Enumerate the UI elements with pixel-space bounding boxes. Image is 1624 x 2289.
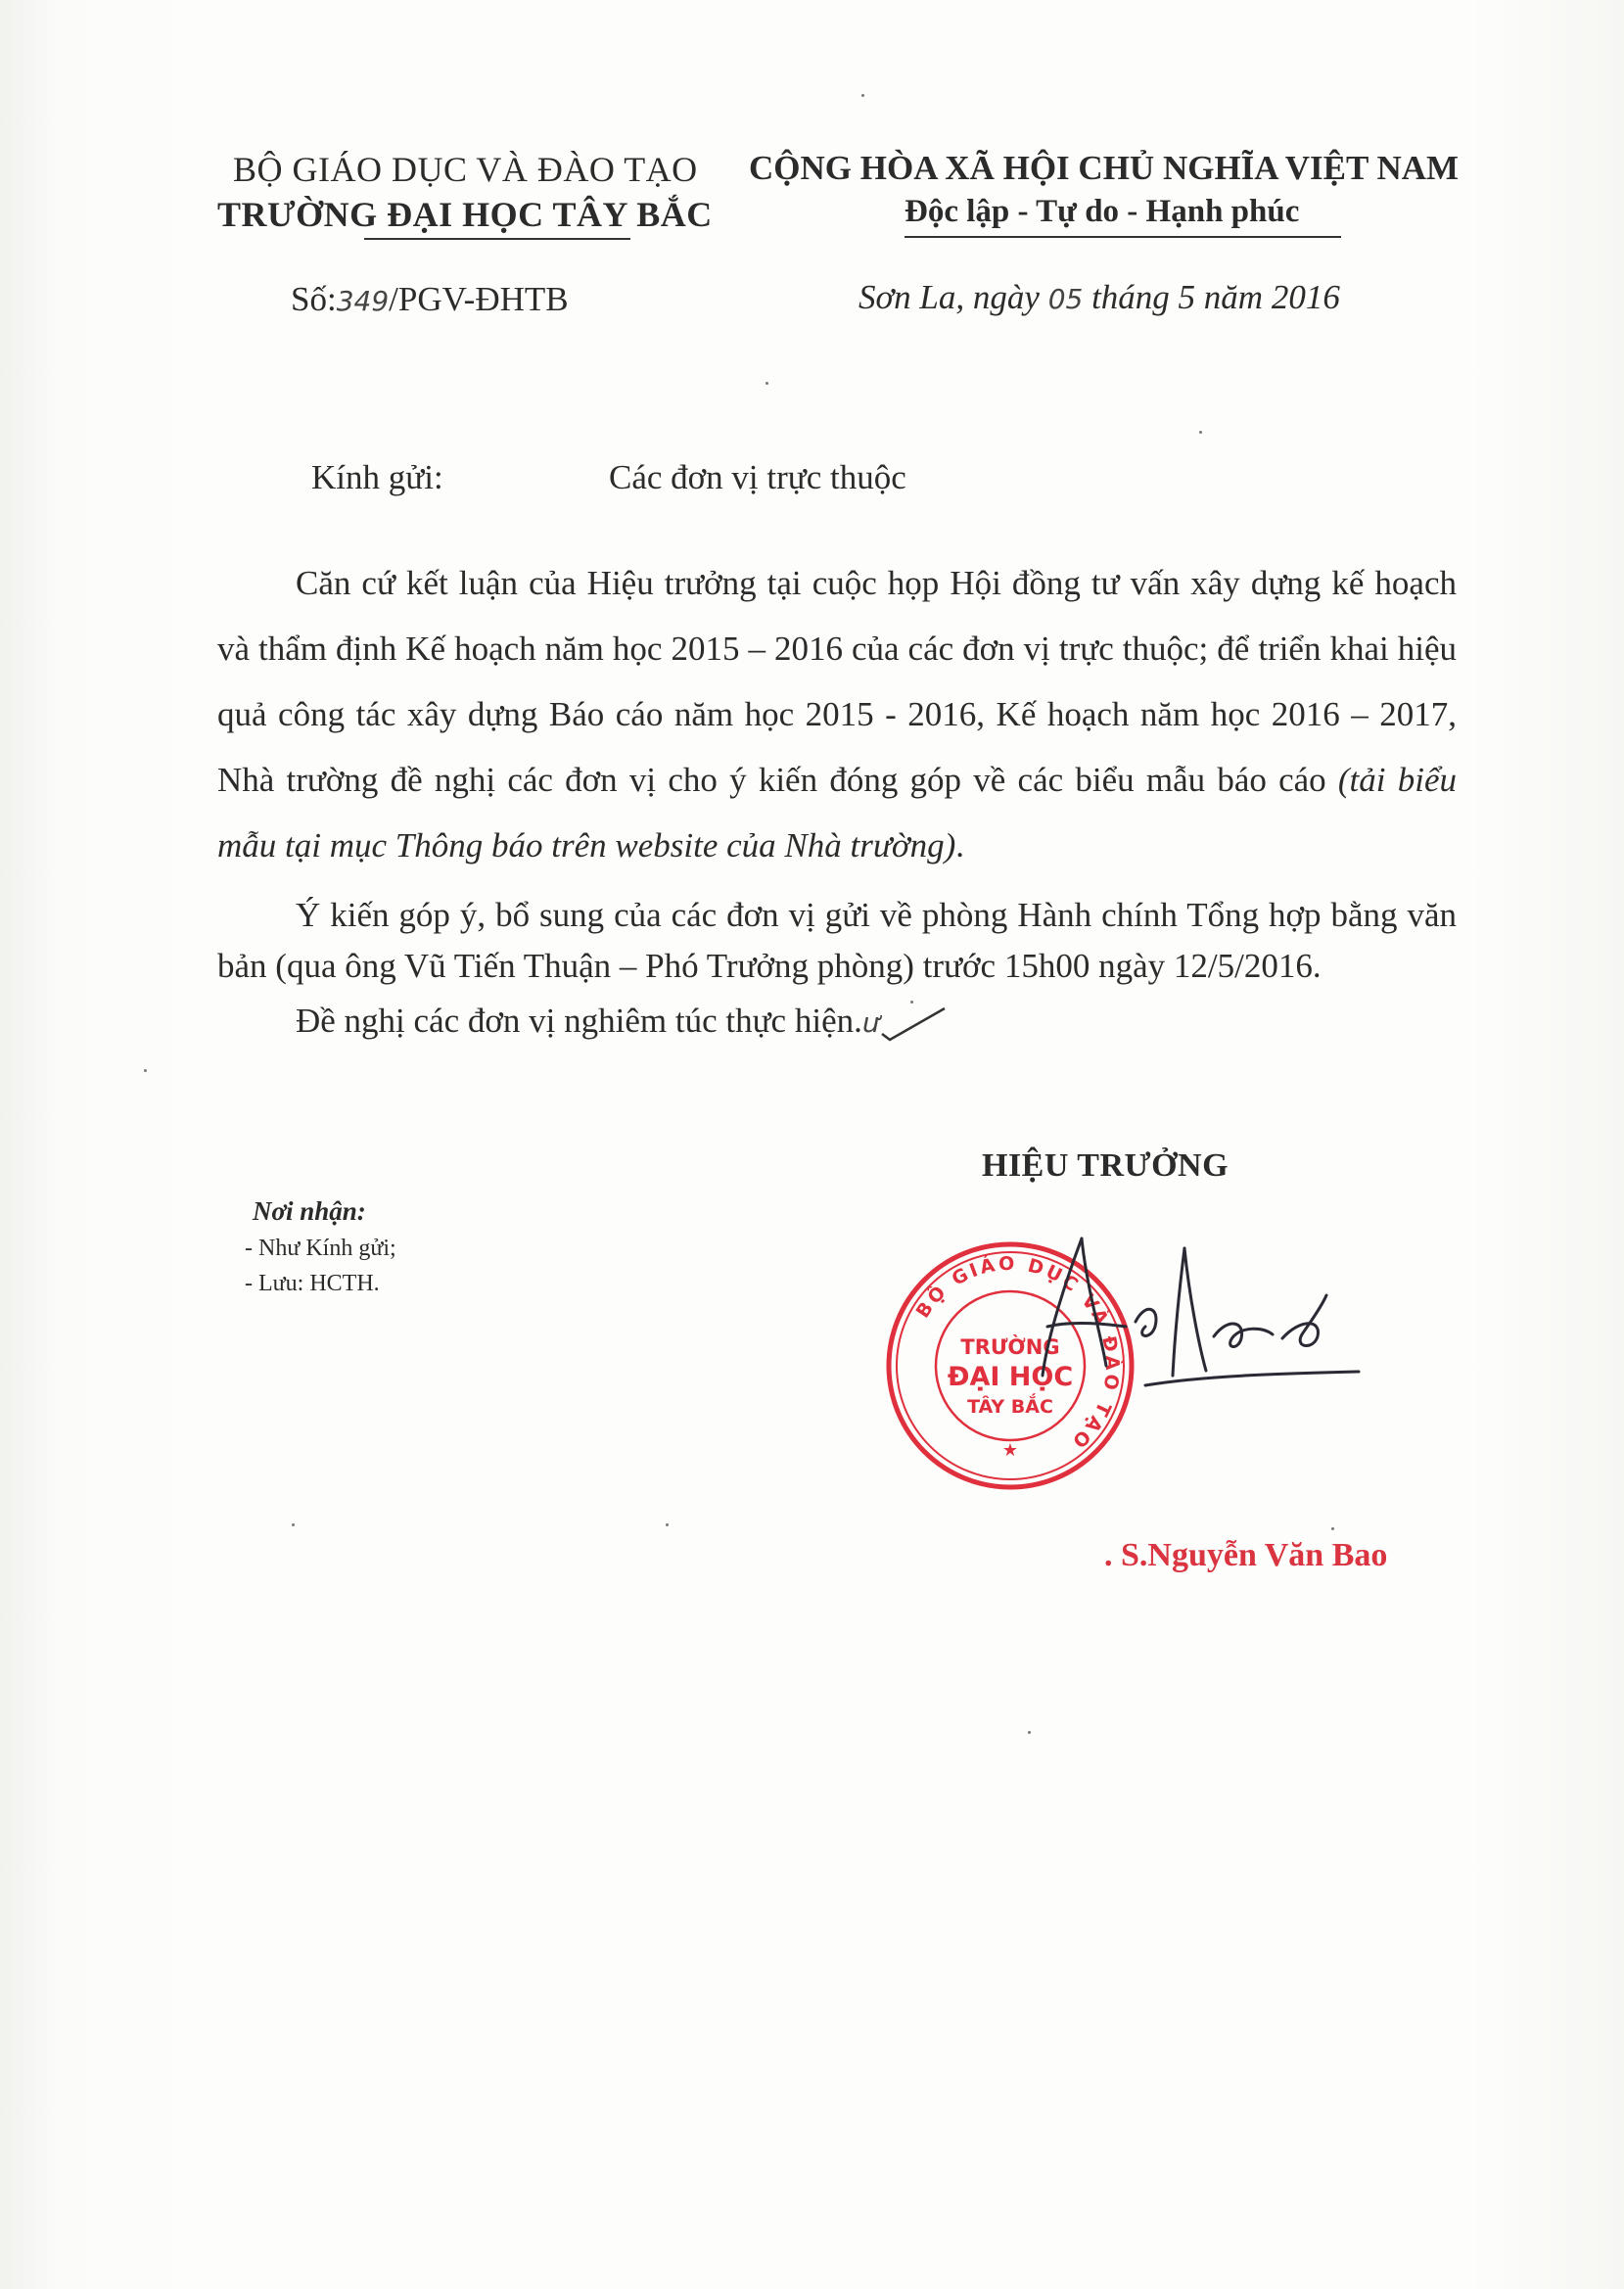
letter-body	[217, 550, 1457, 1049]
document-number-suffix: /PGV-ĐHTB	[389, 280, 569, 318]
date-suffix: tháng 5 năm 2016	[1083, 278, 1340, 316]
seal-outer-text: BỘ GIÁO DỤC VÀ ĐÀO TẠO	[911, 1252, 1124, 1455]
scan-speck	[1199, 431, 1202, 434]
document-number-handwritten: 349	[336, 285, 390, 317]
document-number-prefix: Số:	[291, 280, 337, 318]
initial-tick-icon	[880, 1004, 949, 1044]
header-right-underline	[905, 236, 1341, 238]
recipients-title: Nơi nhận:	[253, 1196, 366, 1226]
recipient-item: - Lưu: HCTH.	[245, 1271, 380, 1296]
addressee-value: Các đơn vị trực thuộc	[609, 458, 906, 496]
body-paragraph-3	[217, 996, 1457, 1049]
scan-speck	[766, 382, 768, 385]
university-name: TRƯỜNG ĐẠI HỌC TÂY BẮC	[217, 195, 713, 234]
addressee-label: Kính gửi:	[311, 458, 443, 496]
ministry-name: BỘ GIÁO DỤC VÀ ĐÀO TẠO	[233, 150, 698, 189]
header-left-underline	[364, 238, 630, 240]
scan-speck	[292, 1523, 295, 1526]
scan-speck	[910, 1001, 913, 1004]
scan-speck	[666, 1523, 669, 1526]
body-paragraph-2: Ý kiến góp ý, bổ sung của các đơn vị gửi về phòng Hành chính Tổng hợp bằng văn bản (qua ông Vũ Tiến Thuận – Phó Trưởng phòng) trước 15h00 ngày 12/5/2016.	[217, 896, 1457, 985]
signer-name: . S.Nguyễn Văn Bao	[1104, 1537, 1388, 1573]
scan-speck	[1028, 1731, 1031, 1734]
national-motto: Độc lập - Tự do - Hạnh phúc	[905, 194, 1300, 229]
scan-speck	[1331, 1527, 1334, 1530]
body-paragraph-3-text: Đề nghị các đơn vị nghiêm túc thực hiện.	[296, 1002, 862, 1040]
country-name: CỘNG HÒA XÃ HỘI CHỦ NGHĨA VIỆT NAM	[749, 149, 1460, 187]
initial-mark: ư	[861, 1006, 880, 1039]
body-paragraph-1-end: .	[955, 826, 965, 864]
date-line	[858, 278, 1340, 317]
handwritten-signature-icon	[989, 1229, 1361, 1405]
body-paragraph-1	[217, 550, 1457, 878]
date-day-handwritten: 05	[1047, 283, 1084, 315]
signature-title: HIỆU TRƯỞNG	[982, 1147, 1230, 1184]
scan-speck	[144, 1069, 147, 1072]
document-number	[291, 280, 569, 319]
svg-text:★: ★	[1001, 1440, 1019, 1461]
template-download-note: (tải biểu mẫu tại mục Thông báo trên website của Nhà trường)	[217, 761, 1457, 864]
seal-line-1: TRƯỜNG	[960, 1335, 1060, 1359]
seal-line-3: TÂY BẮC	[967, 1396, 1053, 1418]
scan-speck	[861, 94, 864, 97]
recipient-item: - Như Kính gửi;	[245, 1236, 396, 1261]
seal-line-2: ĐẠI HỌC	[947, 1362, 1074, 1392]
date-prefix: Sơn La, ngày	[858, 278, 1048, 316]
body-paragraph-1-text: Căn cứ kết luận của Hiệu trưởng tại cuộc họp Hội đồng tư vấn xây dựng kế hoạch và thẩm định Kế hoạch năm học 2015 – 2016 của các đơn vị trực thuộc; để triển khai hiệu quả công tác xây dựng Báo cáo năm học 2015 - 2016, Kế hoạch năm học 2016 – 2017, Nhà trường đề nghị các đơn vị cho ý kiến đóng góp về các biểu mẫu báo cáo	[217, 564, 1457, 799]
